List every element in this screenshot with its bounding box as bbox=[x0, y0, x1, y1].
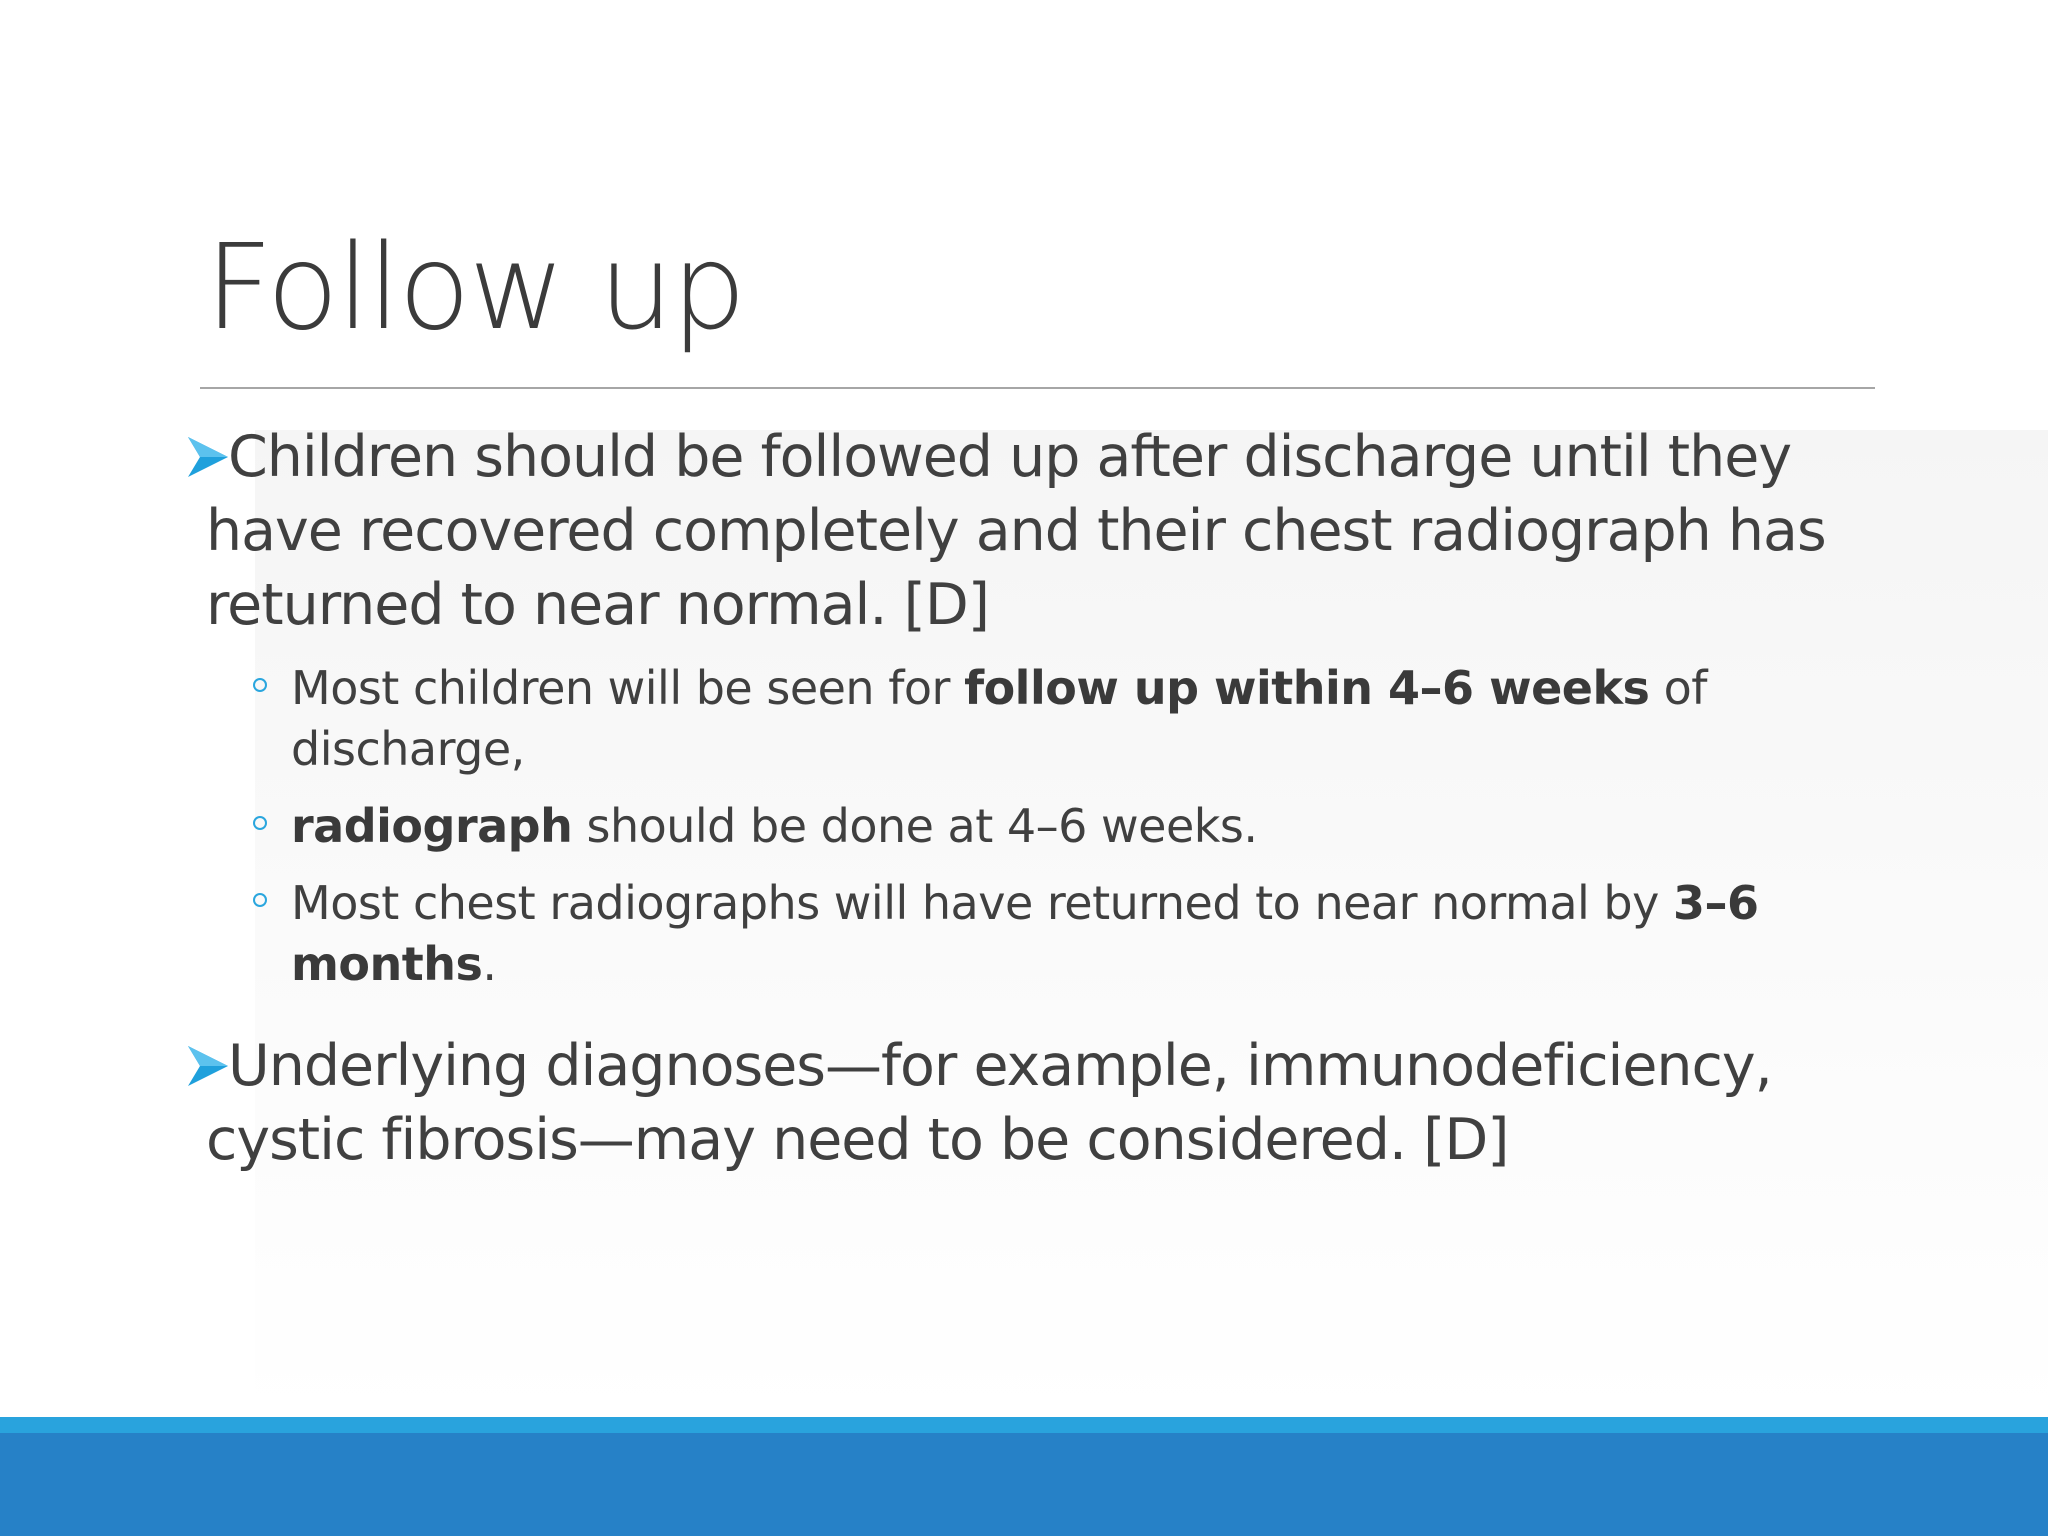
sub-bullet-text: Most chest radiographs will have returned to near normal by bbox=[291, 876, 1673, 930]
sub-bullet-text: of discharge, bbox=[291, 661, 1707, 776]
sub-bullet-item bbox=[206, 658, 1836, 780]
slide-content bbox=[186, 420, 1836, 1177]
sub-bullet-item bbox=[206, 873, 1836, 995]
bullet-item bbox=[186, 1029, 1836, 1177]
sub-bullet-text: Most children will be seen for bbox=[291, 661, 965, 715]
bullet-item bbox=[186, 420, 1836, 995]
hollow-circle-bullet-icon bbox=[253, 816, 267, 830]
hollow-circle-bullet-icon bbox=[253, 678, 267, 692]
title-divider bbox=[200, 387, 1875, 389]
sub-bullet-text: . bbox=[482, 937, 497, 991]
sub-bullet-emphasis: 3–6 months bbox=[291, 876, 1759, 991]
bullet-text: Children should be followed up after discharge until they have recovered completely and their chest radiograph has returned to near normal. [D] bbox=[206, 424, 1826, 638]
sub-bullet-emphasis: radiograph bbox=[291, 799, 573, 853]
arrowhead-bullet-icon bbox=[186, 1044, 230, 1088]
arrowhead-bullet-icon bbox=[186, 435, 230, 479]
sub-bullet-item bbox=[206, 796, 1836, 857]
bullet-text: Underlying diagnoses—for example, immunodeficiency, cystic fibrosis—may need to be considered. [D] bbox=[206, 1033, 1772, 1173]
slide-title: Follow up bbox=[205, 218, 745, 356]
hollow-circle-bullet-icon bbox=[253, 893, 267, 907]
sub-bullet-emphasis: follow up within 4–6 weeks bbox=[964, 661, 1650, 715]
footer-accent-stripe bbox=[0, 1417, 2048, 1433]
sub-bullet-list bbox=[206, 658, 1836, 995]
sub-bullet-text: should be done at 4–6 weeks. bbox=[572, 799, 1258, 853]
footer-band bbox=[0, 1433, 2048, 1536]
